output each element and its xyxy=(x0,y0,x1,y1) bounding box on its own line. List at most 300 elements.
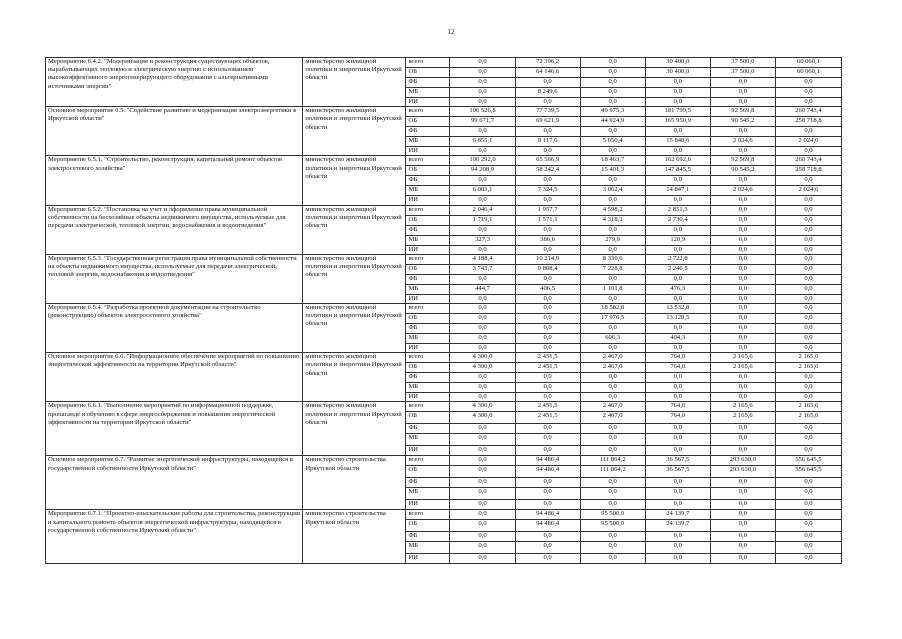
funding-amount: 2 024,6 xyxy=(775,186,841,196)
funding-amount: 36 567,5 xyxy=(645,466,710,478)
funding-amount: 0,0 xyxy=(710,478,775,488)
table-row xyxy=(46,402,842,412)
funding-source: МБ xyxy=(406,186,450,196)
funding-amount: 2 165,6 xyxy=(710,353,775,363)
funding-amount: 0,0 xyxy=(580,373,645,383)
funding-amount: 404,3 xyxy=(645,334,710,344)
funding-amount: 0,0 xyxy=(710,520,775,532)
table-row xyxy=(46,510,842,520)
funding-amount: 260 743,4 xyxy=(775,107,841,117)
funding-amount: 60 060,1 xyxy=(775,68,841,78)
funding-amount: 0,0 xyxy=(710,488,775,500)
funding-amount: 386,6 xyxy=(515,235,580,245)
funding-amount: 0,0 xyxy=(515,78,580,88)
funding-amount: 0,0 xyxy=(580,68,645,78)
funding-amount: 0,0 xyxy=(775,554,841,564)
funding-source: ИИ xyxy=(406,446,450,456)
funding-amount: 0,0 xyxy=(775,284,841,294)
funding-amount: 0,0 xyxy=(710,245,775,254)
funding-amount: 0,0 xyxy=(710,284,775,294)
funding-source: ИИ xyxy=(406,393,450,402)
funding-amount: 2 730,4 xyxy=(645,215,710,225)
funding-amount: 100 292,0 xyxy=(450,156,515,166)
funding-amount: 120,9 xyxy=(645,235,710,245)
funding-amount: 0,0 xyxy=(645,324,710,334)
funding-amount: 0,0 xyxy=(775,294,841,303)
funding-amount: 0,0 xyxy=(515,373,580,383)
funding-amount: 0,0 xyxy=(515,344,580,353)
funding-amount: 0,0 xyxy=(450,500,515,510)
funding-amount: 293 630,0 xyxy=(710,456,775,466)
responsible-organization: министерство строительства Иркутской области xyxy=(303,510,406,564)
funding-amount: 0,0 xyxy=(710,235,775,245)
funding-source: ОБ xyxy=(406,166,450,176)
funding-amount: 0,0 xyxy=(580,393,645,402)
funding-amount: 92 569,8 xyxy=(710,107,775,117)
funding-amount: 0,0 xyxy=(710,98,775,107)
funding-amount: 24 139,7 xyxy=(645,510,710,520)
funding-amount: 94 486,4 xyxy=(515,510,580,520)
funding-amount: 0,0 xyxy=(710,334,775,344)
funding-amount: 15 848,6 xyxy=(645,137,710,147)
funding-source: всего xyxy=(406,107,450,117)
funding-amount: 0,0 xyxy=(710,542,775,554)
funding-amount: 0,0 xyxy=(580,225,645,235)
funding-amount: 0,0 xyxy=(450,58,515,68)
funding-amount: 0,0 xyxy=(775,424,841,434)
funding-source: ФБ xyxy=(406,176,450,186)
funding-amount: 0,0 xyxy=(645,98,710,107)
funding-amount: 0,0 xyxy=(580,478,645,488)
funding-amount: 0,0 xyxy=(450,274,515,284)
funding-source: ОБ xyxy=(406,520,450,532)
funding-amount: 0,0 xyxy=(450,176,515,186)
activity-description: Мероприятие 6.5.4. "Разработка проектной документации на строительство (реконструкцию) объектов электросетевого хозяйства" xyxy=(46,304,303,353)
funding-source: всего xyxy=(406,156,450,166)
funding-amount: 99 671,7 xyxy=(450,117,515,127)
funding-amount: 0,0 xyxy=(515,127,580,137)
activity-description: Основное мероприятие 6.7. "Развитие энергетической инфраструктуры, находящейся в государственной собственности Иркутской области" xyxy=(46,456,303,510)
funding-source: ОБ xyxy=(406,215,450,225)
funding-amount: 0,0 xyxy=(580,383,645,393)
funding-amount: 0,0 xyxy=(515,304,580,314)
funding-amount: 0,0 xyxy=(450,68,515,78)
funding-amount: 0,0 xyxy=(710,344,775,353)
funding-amount: 13 128,5 xyxy=(645,314,710,324)
funding-amount: 0,0 xyxy=(515,434,580,446)
funding-amount: 3 743,7 xyxy=(450,264,515,274)
funding-source: ФБ xyxy=(406,324,450,334)
funding-amount: 0,0 xyxy=(775,304,841,314)
funding-amount: 64 146,6 xyxy=(515,68,580,78)
funding-amount: 0,0 xyxy=(645,434,710,446)
funding-amount: 2 024,6 xyxy=(775,137,841,147)
funding-amount: 36 567,5 xyxy=(645,456,710,466)
funding-amount: 2 722,8 xyxy=(645,254,710,264)
funding-amount: 2 451,5 xyxy=(515,353,580,363)
funding-amount: 0,0 xyxy=(515,334,580,344)
funding-source: всего xyxy=(406,353,450,363)
funding-amount: 0,0 xyxy=(450,304,515,314)
funding-source: ФБ xyxy=(406,424,450,434)
funding-amount: 0,0 xyxy=(580,500,645,510)
funding-amount: 0,0 xyxy=(580,446,645,456)
funding-amount: 30 400,0 xyxy=(645,58,710,68)
funding-amount: 0,0 xyxy=(645,344,710,353)
funding-amount: 0,0 xyxy=(450,554,515,564)
funding-amount: 0,0 xyxy=(450,314,515,324)
funding-amount: 181 799,5 xyxy=(645,107,710,117)
activity-description: Мероприятие 6.7.1. "Проектно-изыскательские работы для строительства, реконструкции и капитального ремонта объектов энергетической инфраструктуры, находящейся в государственной собственности Иркутской области" xyxy=(46,510,303,564)
funding-amount: 0,0 xyxy=(515,383,580,393)
funding-source: МБ xyxy=(406,284,450,294)
funding-amount: 0,0 xyxy=(580,88,645,98)
funding-amount: 0,0 xyxy=(710,294,775,303)
funding-amount: 0,0 xyxy=(515,176,580,186)
funding-amount: 0,0 xyxy=(515,245,580,254)
funding-amount: 556 645,5 xyxy=(775,466,841,478)
funding-amount: 0,0 xyxy=(645,274,710,284)
funding-amount: 1 719,1 xyxy=(450,215,515,225)
funding-source: всего xyxy=(406,402,450,412)
funding-amount: 0,0 xyxy=(450,98,515,107)
funding-amount: 0,0 xyxy=(580,147,645,156)
funding-amount: 0,0 xyxy=(775,98,841,107)
activity-description: Мероприятие 6.5.3. "Государственная регистрация права муниципальной собственности на объекты недвижимого имущества, используемые для передачи электрической, тепловой энергии, водоснабжения и водоотведения" xyxy=(46,254,303,303)
funding-amount: 258 718,8 xyxy=(775,117,841,127)
table-row xyxy=(46,304,842,314)
funding-amount: 1 571,1 xyxy=(515,215,580,225)
funding-amount: 0,0 xyxy=(775,344,841,353)
funding-amount: 0,0 xyxy=(710,532,775,542)
funding-amount: 606,3 xyxy=(580,334,645,344)
funding-amount: 111 864,2 xyxy=(580,456,645,466)
funding-amount: 0,0 xyxy=(450,383,515,393)
funding-amount: 0,0 xyxy=(450,373,515,383)
table-row xyxy=(46,156,842,166)
funding-amount: 0,0 xyxy=(645,88,710,98)
table-row xyxy=(46,254,842,264)
funding-amount: 0,0 xyxy=(775,478,841,488)
funding-amount: 2 467,0 xyxy=(580,412,645,424)
funding-amount: 327,3 xyxy=(450,235,515,245)
funding-amount: 0,0 xyxy=(450,344,515,353)
funding-amount: 0,0 xyxy=(450,127,515,137)
funding-amount: 0,0 xyxy=(710,314,775,324)
funding-amount: 0,0 xyxy=(450,488,515,500)
funding-amount: 94 208,9 xyxy=(450,166,515,176)
funding-amount: 0,0 xyxy=(775,500,841,510)
funding-source: ОБ xyxy=(406,68,450,78)
funding-source: всего xyxy=(406,456,450,466)
funding-amount: 0,0 xyxy=(645,147,710,156)
budget-table xyxy=(45,57,842,564)
funding-amount: 0,0 xyxy=(775,225,841,235)
funding-amount: 0,0 xyxy=(775,88,841,98)
funding-amount: 0,0 xyxy=(515,554,580,564)
funding-amount: 0,0 xyxy=(450,225,515,235)
table-row xyxy=(46,353,842,363)
funding-source: всего xyxy=(406,510,450,520)
funding-amount: 4 318,3 xyxy=(580,215,645,225)
funding-source: ФБ xyxy=(406,274,450,284)
funding-amount: 0,0 xyxy=(580,488,645,500)
funding-amount: 2 451,5 xyxy=(515,402,580,412)
funding-amount: 90 545,2 xyxy=(710,166,775,176)
funding-source: ИИ xyxy=(406,500,450,510)
activity-description: Мероприятие 6.5.2. "Постановка на учет и оформление права муниципальной собственности на бесхозяйные объекты недвижимого имущества, используемые для передачи электрической, тепловой энергии, водоснабжения и водоотведения" xyxy=(46,205,303,254)
funding-amount: 0,0 xyxy=(450,478,515,488)
funding-amount: 0,0 xyxy=(645,478,710,488)
funding-amount: 60 060,1 xyxy=(775,58,841,68)
funding-amount: 0,0 xyxy=(710,147,775,156)
funding-amount: 2 165,6 xyxy=(775,363,841,373)
responsible-organization: министерство жилищной политики и энергетики Иркутской области xyxy=(303,353,406,402)
funding-amount: 0,0 xyxy=(710,205,775,215)
funding-amount: 0,0 xyxy=(775,373,841,383)
funding-amount: 0,0 xyxy=(775,520,841,532)
funding-amount: 0,0 xyxy=(580,274,645,284)
funding-source: всего xyxy=(406,304,450,314)
funding-amount: 0,0 xyxy=(775,176,841,186)
funding-source: ОБ xyxy=(406,117,450,127)
funding-source: ФБ xyxy=(406,225,450,235)
funding-amount: 15 401,3 xyxy=(580,166,645,176)
responsible-organization: министерство жилищной политики и энергетики Иркутской области xyxy=(303,254,406,303)
funding-amount: 95 500,0 xyxy=(580,520,645,532)
funding-amount: 2 451,5 xyxy=(515,363,580,373)
funding-amount: 0,0 xyxy=(645,78,710,88)
funding-amount: 0,0 xyxy=(515,424,580,434)
funding-amount: 4 300,0 xyxy=(450,353,515,363)
funding-amount: 0,0 xyxy=(580,245,645,254)
funding-amount: 72 396,2 xyxy=(515,58,580,68)
funding-amount: 0,0 xyxy=(450,78,515,88)
funding-amount: 0,0 xyxy=(710,88,775,98)
funding-amount: 5 050,4 xyxy=(580,137,645,147)
funding-amount: 0,0 xyxy=(775,542,841,554)
funding-amount: 0,0 xyxy=(450,334,515,344)
funding-amount: 17 976,5 xyxy=(580,314,645,324)
funding-amount: 0,0 xyxy=(450,434,515,446)
funding-amount: 6 855,1 xyxy=(450,137,515,147)
responsible-organization: министерство строительства Иркутской области xyxy=(303,456,406,510)
funding-amount: 0,0 xyxy=(775,127,841,137)
funding-amount: 13 532,8 xyxy=(645,304,710,314)
funding-amount: 0,0 xyxy=(645,294,710,303)
funding-amount: 0,0 xyxy=(775,235,841,245)
funding-amount: 0,0 xyxy=(450,424,515,434)
activity-description: Основное мероприятие 6.5. "Содействие развитию и модернизация электроэнергетики в Иркутской области" xyxy=(46,107,303,156)
funding-amount: 65 566,9 xyxy=(515,156,580,166)
funding-amount: 0,0 xyxy=(710,446,775,456)
funding-amount: 0,0 xyxy=(450,520,515,532)
funding-amount: 0,0 xyxy=(580,424,645,434)
funding-amount: 4 300,0 xyxy=(450,363,515,373)
funding-amount: 0,0 xyxy=(580,532,645,542)
funding-amount: 8 249,6 xyxy=(515,88,580,98)
funding-source: всего xyxy=(406,254,450,264)
funding-amount: 2 046,4 xyxy=(450,205,515,215)
funding-amount: 0,0 xyxy=(515,446,580,456)
funding-amount: 0,0 xyxy=(775,446,841,456)
funding-amount: 0,0 xyxy=(450,542,515,554)
funding-amount: 147 845,5 xyxy=(645,166,710,176)
funding-amount: 0,0 xyxy=(710,500,775,510)
funding-amount: 764,0 xyxy=(645,402,710,412)
table-row xyxy=(46,107,842,117)
funding-amount: 0,0 xyxy=(515,147,580,156)
funding-amount: 2 851,3 xyxy=(645,205,710,215)
funding-amount: 279,9 xyxy=(580,235,645,245)
responsible-organization: министерство жилищной политики и энергетики Иркутской области xyxy=(303,402,406,456)
funding-amount: 0,0 xyxy=(515,98,580,107)
funding-amount: 2 165,6 xyxy=(775,353,841,363)
funding-source: всего xyxy=(406,205,450,215)
funding-amount: 0,0 xyxy=(515,532,580,542)
funding-amount: 0,0 xyxy=(775,314,841,324)
funding-amount: 0,0 xyxy=(450,147,515,156)
funding-amount: 18 582,8 xyxy=(580,304,645,314)
funding-amount: 0,0 xyxy=(450,456,515,466)
funding-amount: 7 324,5 xyxy=(515,186,580,196)
funding-amount: 0,0 xyxy=(710,304,775,314)
funding-amount: 0,0 xyxy=(710,554,775,564)
funding-amount: 0,0 xyxy=(710,510,775,520)
funding-amount: 0,0 xyxy=(775,324,841,334)
funding-amount: 2 165,6 xyxy=(710,363,775,373)
funding-source: ФБ xyxy=(406,127,450,137)
funding-amount: 0,0 xyxy=(710,434,775,446)
funding-amount: 0,0 xyxy=(450,466,515,478)
funding-source: ИИ xyxy=(406,554,450,564)
funding-amount: 406,5 xyxy=(515,284,580,294)
funding-amount: 69 621,9 xyxy=(515,117,580,127)
funding-amount: 30 400,0 xyxy=(645,68,710,78)
funding-amount: 0,0 xyxy=(775,215,841,225)
funding-amount: 2 165,6 xyxy=(775,412,841,424)
funding-amount: 95 500,0 xyxy=(580,510,645,520)
funding-amount: 0,0 xyxy=(645,424,710,434)
funding-amount: 9 808,4 xyxy=(515,264,580,274)
funding-amount: 0,0 xyxy=(775,393,841,402)
funding-amount: 90 545,2 xyxy=(710,117,775,127)
funding-amount: 0,0 xyxy=(580,434,645,446)
funding-source: МБ xyxy=(406,235,450,245)
funding-amount: 0,0 xyxy=(775,274,841,284)
funding-amount: 2 165,6 xyxy=(710,402,775,412)
funding-amount: 2 467,0 xyxy=(580,353,645,363)
funding-amount: 0,0 xyxy=(450,510,515,520)
funding-source: МБ xyxy=(406,434,450,446)
funding-amount: 0,0 xyxy=(450,245,515,254)
table-row xyxy=(46,205,842,215)
funding-amount: 106 526,8 xyxy=(450,107,515,117)
funding-amount: 165 950,9 xyxy=(645,117,710,127)
funding-amount: 0,0 xyxy=(775,205,841,215)
funding-source: ИИ xyxy=(406,98,450,107)
funding-amount: 764,0 xyxy=(645,412,710,424)
funding-source: ИИ xyxy=(406,147,450,156)
funding-amount: 0,0 xyxy=(645,196,710,205)
funding-amount: 0,0 xyxy=(515,488,580,500)
funding-amount: 0,0 xyxy=(580,196,645,205)
funding-source: всего xyxy=(406,58,450,68)
funding-amount: 0,0 xyxy=(710,383,775,393)
funding-amount: 556 645,5 xyxy=(775,456,841,466)
funding-amount: 0,0 xyxy=(450,393,515,402)
table-row xyxy=(46,456,842,466)
responsible-organization: министерство жилищной политики и энергетики Иркутской области xyxy=(303,107,406,156)
funding-amount: 0,0 xyxy=(645,542,710,554)
funding-amount: 0,0 xyxy=(775,488,841,500)
activity-description: Мероприятие 6.6.1. "Выполнение мероприятий по информационной поддержке, пропаганде и обучению в сфере энергосбережения и повышения энергетической эффективности на территории Иркутской области" xyxy=(46,402,303,456)
table-row xyxy=(46,58,842,68)
funding-amount: 94 486,4 xyxy=(515,466,580,478)
funding-amount: 0,0 xyxy=(645,245,710,254)
funding-amount: 0,0 xyxy=(580,344,645,353)
responsible-organization: министерство жилищной политики и энергетики Иркутской области xyxy=(303,304,406,353)
funding-amount: 4 300,0 xyxy=(450,412,515,424)
funding-amount: 6 083,1 xyxy=(450,186,515,196)
funding-amount: 0,0 xyxy=(775,434,841,446)
funding-amount: 0,0 xyxy=(515,294,580,303)
funding-source: ИИ xyxy=(406,294,450,303)
funding-amount: 58 242,4 xyxy=(515,166,580,176)
funding-amount: 2 165,6 xyxy=(710,412,775,424)
funding-amount: 94 486,4 xyxy=(515,520,580,532)
funding-amount: 0,0 xyxy=(450,446,515,456)
funding-amount: 0,0 xyxy=(710,373,775,383)
funding-amount: 0,0 xyxy=(580,542,645,554)
funding-source: ОБ xyxy=(406,314,450,324)
funding-amount: 0,0 xyxy=(515,225,580,235)
funding-source: ФБ xyxy=(406,478,450,488)
funding-amount: 111 864,2 xyxy=(580,466,645,478)
funding-amount: 2 467,0 xyxy=(580,363,645,373)
funding-source: ОБ xyxy=(406,412,450,424)
activity-description: Мероприятие 6.4.2. "Модернизация и реконструкция существующих объектов, вырабатывающих тепловую и электрическую энергию с использованием высокоэффективного энергогенерирующего оборудования с альтернативными источниками энергии" xyxy=(46,58,303,107)
funding-source: ОБ xyxy=(406,264,450,274)
funding-amount: 0,0 xyxy=(515,478,580,488)
funding-amount: 4 300,0 xyxy=(450,402,515,412)
activity-description: Основное мероприятие 6.6. "Информационное обеспечение мероприятий по повышению энергетической эффективности на территории Иркутской области" xyxy=(46,353,303,402)
funding-amount: 0,0 xyxy=(450,88,515,98)
funding-amount: 7 228,8 xyxy=(580,264,645,274)
responsible-organization: министерство жилищной политики и энергетики Иркутской области xyxy=(303,205,406,254)
funding-amount: 3 062,4 xyxy=(580,186,645,196)
funding-amount: 77 739,5 xyxy=(515,107,580,117)
funding-source: ИИ xyxy=(406,196,450,205)
funding-amount: 0,0 xyxy=(515,542,580,554)
funding-amount: 0,0 xyxy=(775,254,841,264)
funding-amount: 0,0 xyxy=(580,324,645,334)
funding-amount: 0,0 xyxy=(580,294,645,303)
funding-amount: 0,0 xyxy=(645,373,710,383)
funding-amount: 0,0 xyxy=(710,215,775,225)
responsible-organization: министерство жилищной политики и энергетики Иркутской области xyxy=(303,58,406,107)
funding-amount: 0,0 xyxy=(775,510,841,520)
funding-amount: 0,0 xyxy=(775,78,841,88)
funding-amount: 0,0 xyxy=(450,196,515,205)
funding-amount: 2 024,6 xyxy=(710,137,775,147)
funding-amount: 0,0 xyxy=(775,334,841,344)
page-number: 12 xyxy=(447,27,455,36)
funding-amount: 2 451,5 xyxy=(515,412,580,424)
funding-amount: 0,0 xyxy=(515,314,580,324)
funding-amount: 0,0 xyxy=(515,196,580,205)
funding-amount: 18 463,7 xyxy=(580,156,645,166)
